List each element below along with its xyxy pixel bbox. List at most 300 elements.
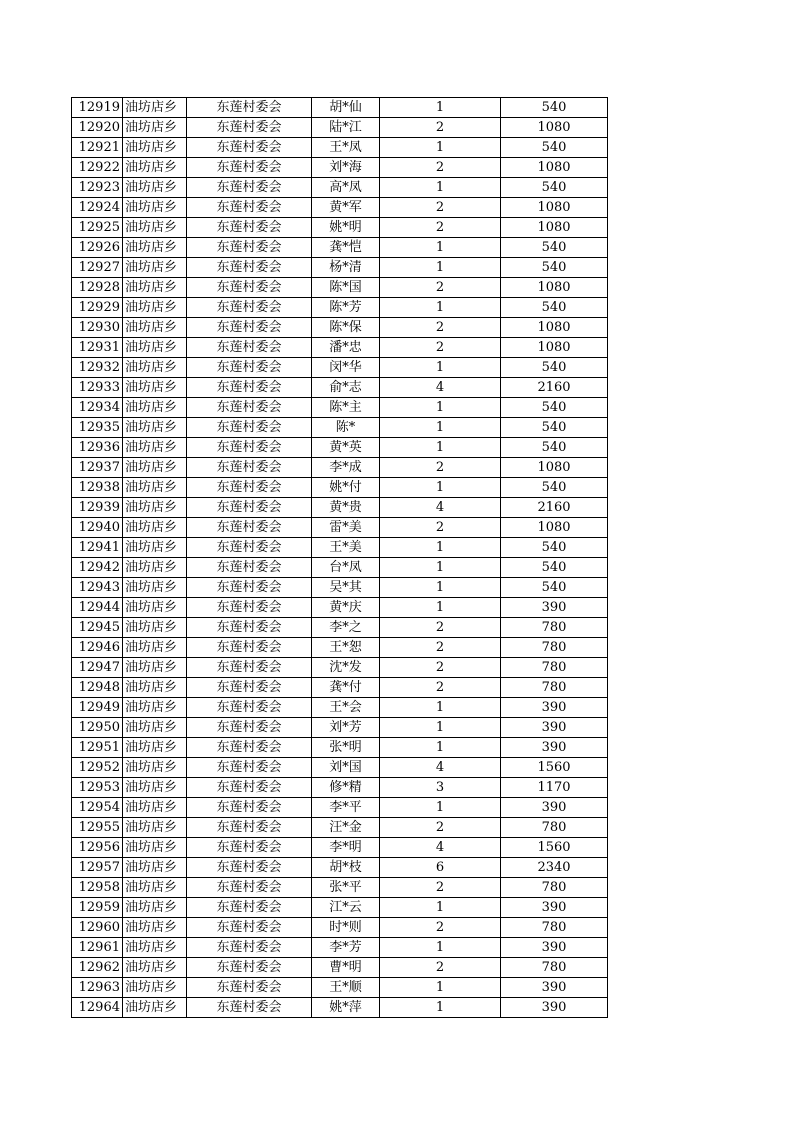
table-row bbox=[72, 298, 608, 318]
person-name-cell: 沈*发 bbox=[312, 658, 380, 678]
person-name-cell: 刘*芳 bbox=[312, 718, 380, 738]
household-count-cell: 1 bbox=[380, 418, 501, 438]
township-cell: 油坊店乡 bbox=[123, 138, 187, 158]
amount-cell: 1080 bbox=[501, 318, 608, 338]
person-name-cell: 陈* bbox=[312, 418, 380, 438]
township-cell: 油坊店乡 bbox=[123, 898, 187, 918]
record-number-cell: 12953 bbox=[72, 778, 123, 798]
township-cell: 油坊店乡 bbox=[123, 918, 187, 938]
record-number-cell: 12928 bbox=[72, 278, 123, 298]
village-committee-cell: 东莲村委会 bbox=[187, 978, 312, 998]
village-committee-cell: 东莲村委会 bbox=[187, 118, 312, 138]
record-number-cell: 12961 bbox=[72, 938, 123, 958]
amount-cell: 390 bbox=[501, 938, 608, 958]
amount-cell: 1080 bbox=[501, 338, 608, 358]
record-number-cell: 12946 bbox=[72, 638, 123, 658]
township-cell: 油坊店乡 bbox=[123, 198, 187, 218]
village-committee-cell: 东莲村委会 bbox=[187, 738, 312, 758]
amount-cell: 390 bbox=[501, 598, 608, 618]
person-name-cell: 胡*枝 bbox=[312, 858, 380, 878]
township-cell: 油坊店乡 bbox=[123, 758, 187, 778]
amount-cell: 540 bbox=[501, 98, 608, 118]
table-row bbox=[72, 338, 608, 358]
amount-cell: 540 bbox=[501, 558, 608, 578]
table-row bbox=[72, 238, 608, 258]
township-cell: 油坊店乡 bbox=[123, 718, 187, 738]
household-count-cell: 1 bbox=[380, 178, 501, 198]
township-cell: 油坊店乡 bbox=[123, 578, 187, 598]
record-number-cell: 12956 bbox=[72, 838, 123, 858]
village-committee-cell: 东莲村委会 bbox=[187, 698, 312, 718]
record-number-cell: 12920 bbox=[72, 118, 123, 138]
household-count-cell: 1 bbox=[380, 398, 501, 418]
village-committee-cell: 东莲村委会 bbox=[187, 378, 312, 398]
record-number-cell: 12939 bbox=[72, 498, 123, 518]
record-number-cell: 12943 bbox=[72, 578, 123, 598]
township-cell: 油坊店乡 bbox=[123, 238, 187, 258]
person-name-cell: 胡*仙 bbox=[312, 98, 380, 118]
person-name-cell: 雷*美 bbox=[312, 518, 380, 538]
amount-cell: 780 bbox=[501, 658, 608, 678]
household-count-cell: 3 bbox=[380, 778, 501, 798]
amount-cell: 540 bbox=[501, 138, 608, 158]
person-name-cell: 高*凤 bbox=[312, 178, 380, 198]
table-row bbox=[72, 638, 608, 658]
record-number-cell: 12936 bbox=[72, 438, 123, 458]
record-number-cell: 12951 bbox=[72, 738, 123, 758]
village-committee-cell: 东莲村委会 bbox=[187, 878, 312, 898]
village-committee-cell: 东莲村委会 bbox=[187, 558, 312, 578]
table-row bbox=[72, 438, 608, 458]
table-row bbox=[72, 398, 608, 418]
amount-cell: 540 bbox=[501, 438, 608, 458]
township-cell: 油坊店乡 bbox=[123, 818, 187, 838]
table-row bbox=[72, 698, 608, 718]
township-cell: 油坊店乡 bbox=[123, 118, 187, 138]
amount-cell: 1080 bbox=[501, 278, 608, 298]
household-count-cell: 2 bbox=[380, 318, 501, 338]
township-cell: 油坊店乡 bbox=[123, 558, 187, 578]
record-number-cell: 12919 bbox=[72, 98, 123, 118]
household-count-cell: 2 bbox=[380, 958, 501, 978]
table-row bbox=[72, 218, 608, 238]
record-number-cell: 12924 bbox=[72, 198, 123, 218]
household-count-cell: 1 bbox=[380, 258, 501, 278]
table-row bbox=[72, 118, 608, 138]
table-row bbox=[72, 418, 608, 438]
village-committee-cell: 东莲村委会 bbox=[187, 338, 312, 358]
record-number-cell: 12952 bbox=[72, 758, 123, 778]
village-committee-cell: 东莲村委会 bbox=[187, 638, 312, 658]
table-row bbox=[72, 578, 608, 598]
amount-cell: 1080 bbox=[501, 458, 608, 478]
village-committee-cell: 东莲村委会 bbox=[187, 898, 312, 918]
township-cell: 油坊店乡 bbox=[123, 618, 187, 638]
village-committee-cell: 东莲村委会 bbox=[187, 758, 312, 778]
household-count-cell: 2 bbox=[380, 198, 501, 218]
amount-cell: 540 bbox=[501, 578, 608, 598]
household-count-cell: 1 bbox=[380, 98, 501, 118]
person-name-cell: 李*芳 bbox=[312, 938, 380, 958]
record-number-cell: 12962 bbox=[72, 958, 123, 978]
table-row bbox=[72, 558, 608, 578]
township-cell: 油坊店乡 bbox=[123, 678, 187, 698]
person-name-cell: 龚*付 bbox=[312, 678, 380, 698]
record-number-cell: 12931 bbox=[72, 338, 123, 358]
record-number-cell: 12925 bbox=[72, 218, 123, 238]
table-row bbox=[72, 518, 608, 538]
person-name-cell: 王*顺 bbox=[312, 978, 380, 998]
amount-cell: 390 bbox=[501, 698, 608, 718]
amount-cell: 390 bbox=[501, 978, 608, 998]
village-committee-cell: 东莲村委会 bbox=[187, 458, 312, 478]
township-cell: 油坊店乡 bbox=[123, 478, 187, 498]
table-row bbox=[72, 998, 608, 1018]
record-number-cell: 12959 bbox=[72, 898, 123, 918]
table-row bbox=[72, 958, 608, 978]
village-committee-cell: 东莲村委会 bbox=[187, 578, 312, 598]
amount-cell: 780 bbox=[501, 618, 608, 638]
village-committee-cell: 东莲村委会 bbox=[187, 418, 312, 438]
household-count-cell: 1 bbox=[380, 738, 501, 758]
township-cell: 油坊店乡 bbox=[123, 978, 187, 998]
household-count-cell: 1 bbox=[380, 698, 501, 718]
person-name-cell: 王*美 bbox=[312, 538, 380, 558]
records-table-body bbox=[72, 98, 608, 1018]
household-count-cell: 1 bbox=[380, 998, 501, 1018]
table-row bbox=[72, 278, 608, 298]
person-name-cell: 曹*明 bbox=[312, 958, 380, 978]
township-cell: 油坊店乡 bbox=[123, 338, 187, 358]
table-row bbox=[72, 898, 608, 918]
amount-cell: 540 bbox=[501, 358, 608, 378]
person-name-cell: 陈*芳 bbox=[312, 298, 380, 318]
amount-cell: 1560 bbox=[501, 838, 608, 858]
village-committee-cell: 东莲村委会 bbox=[187, 158, 312, 178]
household-count-cell: 1 bbox=[380, 358, 501, 378]
township-cell: 油坊店乡 bbox=[123, 958, 187, 978]
person-name-cell: 陈*主 bbox=[312, 398, 380, 418]
table-row bbox=[72, 858, 608, 878]
township-cell: 油坊店乡 bbox=[123, 178, 187, 198]
record-number-cell: 12954 bbox=[72, 798, 123, 818]
household-count-cell: 2 bbox=[380, 878, 501, 898]
village-committee-cell: 东莲村委会 bbox=[187, 618, 312, 638]
village-committee-cell: 东莲村委会 bbox=[187, 238, 312, 258]
amount-cell: 1080 bbox=[501, 118, 608, 138]
township-cell: 油坊店乡 bbox=[123, 218, 187, 238]
village-committee-cell: 东莲村委会 bbox=[187, 778, 312, 798]
table-row bbox=[72, 378, 608, 398]
table-row bbox=[72, 358, 608, 378]
household-count-cell: 1 bbox=[380, 718, 501, 738]
person-name-cell: 王*凤 bbox=[312, 138, 380, 158]
record-number-cell: 12923 bbox=[72, 178, 123, 198]
record-number-cell: 12937 bbox=[72, 458, 123, 478]
village-committee-cell: 东莲村委会 bbox=[187, 358, 312, 378]
table-row bbox=[72, 598, 608, 618]
person-name-cell: 刘*海 bbox=[312, 158, 380, 178]
person-name-cell: 黄*贵 bbox=[312, 498, 380, 518]
village-committee-cell: 东莲村委会 bbox=[187, 98, 312, 118]
table-row bbox=[72, 498, 608, 518]
record-number-cell: 12930 bbox=[72, 318, 123, 338]
household-count-cell: 1 bbox=[380, 538, 501, 558]
table-row bbox=[72, 978, 608, 998]
village-committee-cell: 东莲村委会 bbox=[187, 858, 312, 878]
household-count-cell: 2 bbox=[380, 338, 501, 358]
person-name-cell: 张*明 bbox=[312, 738, 380, 758]
table-row bbox=[72, 838, 608, 858]
person-name-cell: 时*则 bbox=[312, 918, 380, 938]
table-row bbox=[72, 678, 608, 698]
person-name-cell: 俞*志 bbox=[312, 378, 380, 398]
village-committee-cell: 东莲村委会 bbox=[187, 298, 312, 318]
record-number-cell: 12960 bbox=[72, 918, 123, 938]
table-row bbox=[72, 798, 608, 818]
township-cell: 油坊店乡 bbox=[123, 258, 187, 278]
household-count-cell: 2 bbox=[380, 518, 501, 538]
amount-cell: 540 bbox=[501, 418, 608, 438]
table-row bbox=[72, 758, 608, 778]
person-name-cell: 王*会 bbox=[312, 698, 380, 718]
township-cell: 油坊店乡 bbox=[123, 158, 187, 178]
household-count-cell: 2 bbox=[380, 638, 501, 658]
village-committee-cell: 东莲村委会 bbox=[187, 598, 312, 618]
amount-cell: 780 bbox=[501, 678, 608, 698]
person-name-cell: 黄*庆 bbox=[312, 598, 380, 618]
record-number-cell: 12941 bbox=[72, 538, 123, 558]
village-committee-cell: 东莲村委会 bbox=[187, 278, 312, 298]
household-count-cell: 1 bbox=[380, 438, 501, 458]
person-name-cell: 姚*付 bbox=[312, 478, 380, 498]
village-committee-cell: 东莲村委会 bbox=[187, 138, 312, 158]
record-number-cell: 12922 bbox=[72, 158, 123, 178]
record-number-cell: 12940 bbox=[72, 518, 123, 538]
household-count-cell: 1 bbox=[380, 938, 501, 958]
household-count-cell: 4 bbox=[380, 838, 501, 858]
person-name-cell: 刘*国 bbox=[312, 758, 380, 778]
township-cell: 油坊店乡 bbox=[123, 278, 187, 298]
amount-cell: 390 bbox=[501, 998, 608, 1018]
person-name-cell: 张*平 bbox=[312, 878, 380, 898]
township-cell: 油坊店乡 bbox=[123, 738, 187, 758]
table-row bbox=[72, 258, 608, 278]
household-count-cell: 1 bbox=[380, 898, 501, 918]
person-name-cell: 李*平 bbox=[312, 798, 380, 818]
township-cell: 油坊店乡 bbox=[123, 538, 187, 558]
village-committee-cell: 东莲村委会 bbox=[187, 398, 312, 418]
table-row bbox=[72, 818, 608, 838]
person-name-cell: 黄*军 bbox=[312, 198, 380, 218]
township-cell: 油坊店乡 bbox=[123, 318, 187, 338]
amount-cell: 2160 bbox=[501, 498, 608, 518]
person-name-cell: 龚*恺 bbox=[312, 238, 380, 258]
township-cell: 油坊店乡 bbox=[123, 378, 187, 398]
person-name-cell: 李*明 bbox=[312, 838, 380, 858]
township-cell: 油坊店乡 bbox=[123, 938, 187, 958]
table-row bbox=[72, 938, 608, 958]
records-table bbox=[71, 97, 608, 1018]
table-row bbox=[72, 158, 608, 178]
amount-cell: 540 bbox=[501, 398, 608, 418]
amount-cell: 780 bbox=[501, 638, 608, 658]
person-name-cell: 陈*国 bbox=[312, 278, 380, 298]
township-cell: 油坊店乡 bbox=[123, 518, 187, 538]
household-count-cell: 2 bbox=[380, 678, 501, 698]
township-cell: 油坊店乡 bbox=[123, 798, 187, 818]
amount-cell: 540 bbox=[501, 238, 608, 258]
record-number-cell: 12926 bbox=[72, 238, 123, 258]
person-name-cell: 陆*江 bbox=[312, 118, 380, 138]
village-committee-cell: 东莲村委会 bbox=[187, 198, 312, 218]
record-number-cell: 12958 bbox=[72, 878, 123, 898]
household-count-cell: 2 bbox=[380, 218, 501, 238]
household-count-cell: 1 bbox=[380, 138, 501, 158]
household-count-cell: 2 bbox=[380, 618, 501, 638]
village-committee-cell: 东莲村委会 bbox=[187, 838, 312, 858]
village-committee-cell: 东莲村委会 bbox=[187, 538, 312, 558]
record-number-cell: 12927 bbox=[72, 258, 123, 278]
record-number-cell: 12948 bbox=[72, 678, 123, 698]
person-name-cell: 王*恕 bbox=[312, 638, 380, 658]
village-committee-cell: 东莲村委会 bbox=[187, 938, 312, 958]
table-row bbox=[72, 618, 608, 638]
table-row bbox=[72, 98, 608, 118]
record-number-cell: 12933 bbox=[72, 378, 123, 398]
record-number-cell: 12935 bbox=[72, 418, 123, 438]
person-name-cell: 潘*忠 bbox=[312, 338, 380, 358]
household-count-cell: 2 bbox=[380, 118, 501, 138]
person-name-cell: 汪*金 bbox=[312, 818, 380, 838]
table-row bbox=[72, 318, 608, 338]
person-name-cell: 江*云 bbox=[312, 898, 380, 918]
table-row bbox=[72, 658, 608, 678]
amount-cell: 540 bbox=[501, 258, 608, 278]
table-row bbox=[72, 878, 608, 898]
table-row bbox=[72, 198, 608, 218]
household-count-cell: 1 bbox=[380, 238, 501, 258]
amount-cell: 780 bbox=[501, 878, 608, 898]
household-count-cell: 2 bbox=[380, 818, 501, 838]
township-cell: 油坊店乡 bbox=[123, 858, 187, 878]
amount-cell: 540 bbox=[501, 478, 608, 498]
record-number-cell: 12949 bbox=[72, 698, 123, 718]
village-committee-cell: 东莲村委会 bbox=[187, 818, 312, 838]
township-cell: 油坊店乡 bbox=[123, 458, 187, 478]
table-row bbox=[72, 178, 608, 198]
household-count-cell: 4 bbox=[380, 378, 501, 398]
household-count-cell: 1 bbox=[380, 598, 501, 618]
village-committee-cell: 东莲村委会 bbox=[187, 998, 312, 1018]
household-count-cell: 2 bbox=[380, 658, 501, 678]
person-name-cell: 修*精 bbox=[312, 778, 380, 798]
township-cell: 油坊店乡 bbox=[123, 418, 187, 438]
amount-cell: 2340 bbox=[501, 858, 608, 878]
village-committee-cell: 东莲村委会 bbox=[187, 678, 312, 698]
township-cell: 油坊店乡 bbox=[123, 398, 187, 418]
township-cell: 油坊店乡 bbox=[123, 438, 187, 458]
person-name-cell: 杨*清 bbox=[312, 258, 380, 278]
person-name-cell: 吴*其 bbox=[312, 578, 380, 598]
person-name-cell: 黄*英 bbox=[312, 438, 380, 458]
amount-cell: 1080 bbox=[501, 198, 608, 218]
person-name-cell: 姚*萍 bbox=[312, 998, 380, 1018]
household-count-cell: 2 bbox=[380, 458, 501, 478]
household-count-cell: 1 bbox=[380, 298, 501, 318]
village-committee-cell: 东莲村委会 bbox=[187, 798, 312, 818]
household-count-cell: 1 bbox=[380, 978, 501, 998]
person-name-cell: 闵*华 bbox=[312, 358, 380, 378]
amount-cell: 540 bbox=[501, 538, 608, 558]
amount-cell: 390 bbox=[501, 898, 608, 918]
township-cell: 油坊店乡 bbox=[123, 998, 187, 1018]
record-number-cell: 12938 bbox=[72, 478, 123, 498]
township-cell: 油坊店乡 bbox=[123, 778, 187, 798]
record-number-cell: 12963 bbox=[72, 978, 123, 998]
record-number-cell: 12955 bbox=[72, 818, 123, 838]
table-row bbox=[72, 778, 608, 798]
table-row bbox=[72, 478, 608, 498]
record-number-cell: 12945 bbox=[72, 618, 123, 638]
village-committee-cell: 东莲村委会 bbox=[187, 218, 312, 238]
household-count-cell: 2 bbox=[380, 278, 501, 298]
amount-cell: 1080 bbox=[501, 518, 608, 538]
township-cell: 油坊店乡 bbox=[123, 878, 187, 898]
person-name-cell: 李*之 bbox=[312, 618, 380, 638]
table-row bbox=[72, 918, 608, 938]
record-number-cell: 12947 bbox=[72, 658, 123, 678]
village-committee-cell: 东莲村委会 bbox=[187, 478, 312, 498]
household-count-cell: 1 bbox=[380, 578, 501, 598]
amount-cell: 1170 bbox=[501, 778, 608, 798]
village-committee-cell: 东莲村委会 bbox=[187, 318, 312, 338]
table-row bbox=[72, 458, 608, 478]
amount-cell: 540 bbox=[501, 298, 608, 318]
amount-cell: 390 bbox=[501, 798, 608, 818]
amount-cell: 1560 bbox=[501, 758, 608, 778]
village-committee-cell: 东莲村委会 bbox=[187, 498, 312, 518]
table-row bbox=[72, 138, 608, 158]
township-cell: 油坊店乡 bbox=[123, 358, 187, 378]
amount-cell: 780 bbox=[501, 958, 608, 978]
record-number-cell: 12957 bbox=[72, 858, 123, 878]
household-count-cell: 6 bbox=[380, 858, 501, 878]
record-number-cell: 12929 bbox=[72, 298, 123, 318]
township-cell: 油坊店乡 bbox=[123, 658, 187, 678]
household-count-cell: 1 bbox=[380, 478, 501, 498]
township-cell: 油坊店乡 bbox=[123, 598, 187, 618]
amount-cell: 2160 bbox=[501, 378, 608, 398]
village-committee-cell: 东莲村委会 bbox=[187, 518, 312, 538]
township-cell: 油坊店乡 bbox=[123, 498, 187, 518]
household-count-cell: 1 bbox=[380, 798, 501, 818]
record-number-cell: 12934 bbox=[72, 398, 123, 418]
township-cell: 油坊店乡 bbox=[123, 698, 187, 718]
record-number-cell: 12950 bbox=[72, 718, 123, 738]
amount-cell: 780 bbox=[501, 818, 608, 838]
household-count-cell: 4 bbox=[380, 498, 501, 518]
table-row bbox=[72, 718, 608, 738]
table-row bbox=[72, 738, 608, 758]
village-committee-cell: 东莲村委会 bbox=[187, 438, 312, 458]
amount-cell: 1080 bbox=[501, 218, 608, 238]
household-count-cell: 4 bbox=[380, 758, 501, 778]
village-committee-cell: 东莲村委会 bbox=[187, 178, 312, 198]
person-name-cell: 李*成 bbox=[312, 458, 380, 478]
amount-cell: 1080 bbox=[501, 158, 608, 178]
household-count-cell: 2 bbox=[380, 918, 501, 938]
